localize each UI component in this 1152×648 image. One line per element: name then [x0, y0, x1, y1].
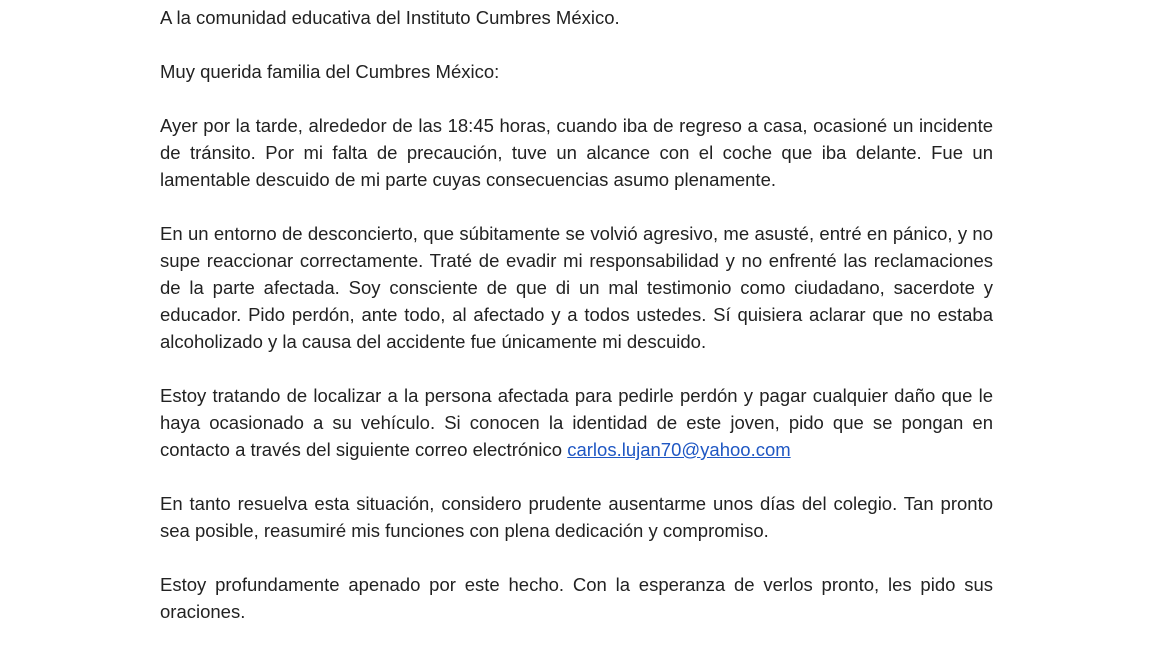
paragraph-incident: Ayer por la tarde, alrededor de las 18:45 horas, cuando iba de regreso a casa, ocasioné un incidente de tránsito. Por mi falta de precaución, tuve un alcance con el coche que iba delante. Fue un lamentable descuido de mi parte cuyas consecuencias asumo plenamente. [160, 115, 993, 190]
letter-body [160, 4, 993, 648]
paragraph-contact [160, 382, 993, 463]
paragraph-absence: En tanto resuelva esta situación, considero prudente ausentarme unos días del colegio. Tan pronto sea posible, reasumiré mis funciones con plena dedicación y compromiso. [160, 493, 993, 541]
contact-text: Estoy tratando de localizar a la persona afectada para pedirle perdón y pagar cualquier daño que le haya ocasionado a su vehículo. Si conocen la identidad de este joven, pido que se pongan en contacto a través del siguiente correo electrónico [160, 385, 993, 460]
paragraph-apology: En un entorno de desconcierto, que súbitamente se volvió agresivo, me asusté, entré en pánico, y no supe reaccionar correctamente. Traté de evadir mi responsabilidad y no enfrenté las reclamaciones de la parte afectada. Soy consciente de que di un mal testimonio como ciudadano, sacerdote y educador. Pido perdón, ante todo, al afectado y a todos ustedes. Sí quisiera aclarar que no estaba alcoholizado y la causa del accidente fue únicamente mi descuido. [160, 223, 993, 352]
letter-addressee: A la comunidad educativa del Instituto Cumbres México. [160, 7, 620, 28]
paragraph-closing: Estoy profundamente apenado por este hecho. Con la esperanza de verlos pronto, les pido sus oraciones. [160, 574, 993, 622]
letter-salutation: Muy querida familia del Cumbres México: [160, 61, 500, 82]
email-link[interactable]: carlos.lujan70@yahoo.com [567, 439, 791, 460]
